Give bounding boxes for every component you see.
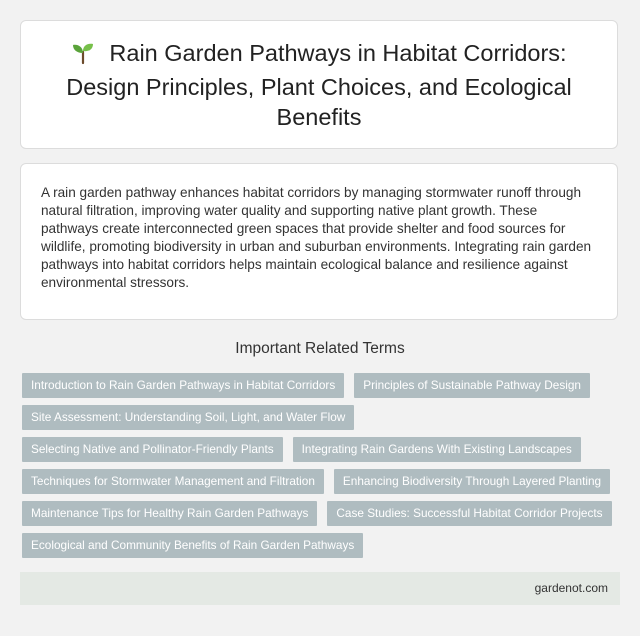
term-chip[interactable]: Case Studies: Successful Habitat Corridor Projects xyxy=(327,501,611,526)
description-text: A rain garden pathway enhances habitat corridors by managing stormwater runoff through natural filtration, improving water quality and supporting native plant growth. These pathways create interconnected green spaces that provide shelter and food sources for wildlife, promoting biodiversity in urban and suburban environments. Integrating rain garden pathways into habitat corridors helps maintain ecological balance and resilience against environmental stressors. xyxy=(41,185,592,290)
chip-row xyxy=(22,373,622,398)
page-title xyxy=(21,38,617,132)
site-name[interactable]: gardenot.com xyxy=(534,581,608,595)
related-terms-heading: Important Related Terms xyxy=(235,340,405,357)
term-chip[interactable]: Ecological and Community Benefits of Rain Garden Pathways xyxy=(22,533,363,558)
chip-row xyxy=(22,501,622,526)
term-chip[interactable]: Principles of Sustainable Pathway Design xyxy=(354,373,590,398)
term-chip[interactable]: Integrating Rain Gardens With Existing Landscapes xyxy=(293,437,581,462)
title-card xyxy=(20,20,618,149)
chip-row xyxy=(22,437,622,462)
chip-row xyxy=(22,533,622,558)
related-terms-list xyxy=(22,373,622,565)
term-chip[interactable]: Introduction to Rain Garden Pathways in Habitat Corridors xyxy=(22,373,344,398)
page-title-text: Rain Garden Pathways in Habitat Corridors: Design Principles, Plant Choices, and Ecological Benefits xyxy=(66,39,572,130)
term-chip[interactable]: Techniques for Stormwater Management and Filtration xyxy=(22,469,324,494)
chip-row xyxy=(22,469,622,494)
term-chip[interactable]: Enhancing Biodiversity Through Layered Planting xyxy=(334,469,610,494)
term-chip[interactable]: Site Assessment: Understanding Soil, Light, and Water Flow xyxy=(22,405,354,430)
term-chip[interactable]: Selecting Native and Pollinator-Friendly Plants xyxy=(22,437,283,462)
seedling-icon xyxy=(71,41,95,72)
footer xyxy=(20,572,620,605)
term-chip[interactable]: Maintenance Tips for Healthy Rain Garden Pathways xyxy=(22,501,317,526)
chip-row xyxy=(22,405,622,430)
description-card xyxy=(20,163,618,320)
